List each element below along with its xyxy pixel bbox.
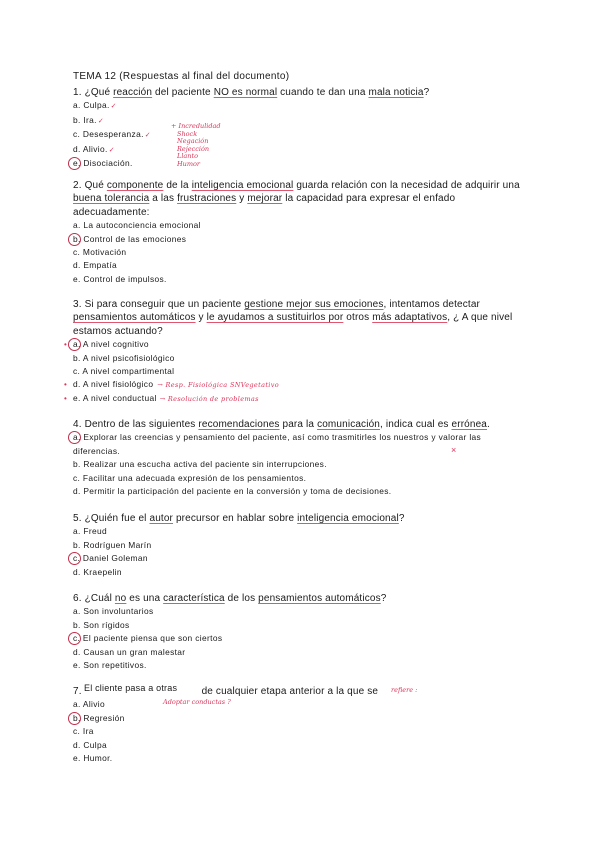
check-icon: ✓	[144, 132, 151, 140]
handwritten-note-q7-right: refiere :	[391, 686, 418, 694]
option-d: • d. A nivel fisiológico → Resp. Fisiológica SNVegetativo	[73, 378, 525, 391]
option-e: • e. A nivel conductual → Resolución de problemas	[73, 392, 525, 405]
option-b: b. Control de las emociones	[73, 233, 525, 246]
question-stem: 4. Dentro de las siguientes recomendaciones para la comunicación, indica cual es errónea.	[73, 419, 490, 430]
question-stem: 5. ¿Quién fue el autor precursor en hablar sobre inteligencia emocional?	[73, 513, 405, 524]
option-b: b. Son rígidos	[73, 619, 130, 630]
option-a: a. Son involuntarios	[73, 606, 154, 617]
option-b: b. Ira.✓	[73, 114, 105, 125]
x-mark-icon: ×	[451, 445, 457, 455]
handwritten-note-q3-d: → Resp. Fisiológica SNVegetativo	[157, 381, 279, 390]
option-b: b. Realizar una escucha activa del paciente sin interrupciones.	[73, 459, 327, 470]
answer-circle	[68, 632, 81, 645]
option-a: a. Alivio	[73, 699, 106, 710]
answer-circle	[68, 712, 81, 725]
option-list	[73, 525, 525, 579]
option-d: d. Kraepelin	[73, 566, 122, 577]
bullet-mark: •	[64, 340, 68, 350]
handwritten-note-q7-below: Adoptar conductas ?	[163, 698, 231, 706]
option-a: • a. A nivel cognitivo	[73, 338, 525, 351]
question-1	[73, 86, 525, 170]
option-e: e. Disociación.	[73, 157, 525, 170]
option-list	[64, 338, 525, 405]
answer-circle	[68, 233, 81, 246]
question-stem: 7. de cualquier etapa anterior a la que se	[73, 686, 379, 697]
option-c: c. El paciente piensa que son ciertos	[73, 632, 525, 645]
question-stem: 2. Qué componente de la inteligencia emocional guarda relación con la necesidad de adquirir una buena tolerancia a las frustraciones y mejorar la capacidad para expresar el enfado adecuadamente:	[73, 180, 520, 218]
option-c: c. Ira	[73, 726, 94, 737]
check-icon: ✓	[110, 103, 117, 111]
option-list	[73, 219, 525, 286]
option-list	[73, 698, 525, 765]
question-stem: 6. ¿Cuál no es una característica de los pensamientos automáticos?	[73, 593, 387, 604]
option-a: a. Culpa.✓	[73, 100, 117, 111]
question-5	[73, 512, 525, 579]
option-d: d. Culpa	[73, 739, 107, 750]
option-c: c. Desesperanza.✓	[73, 129, 151, 140]
option-b: b. Rodríguen Marín	[73, 539, 152, 550]
option-e: e. Son repetitivos.	[73, 660, 147, 671]
page-title: TEMA 12 (Respuestas al final del documento)	[73, 71, 290, 82]
option-d: d. Empatía	[73, 260, 118, 271]
option-d: d. Permitir la participación del paciente en la conversión y toma de decisiones.	[73, 486, 392, 497]
option-e: e. Humor.	[73, 753, 113, 764]
option-c: c. Facilitar una adecuada expresión de los pensamientos.	[73, 472, 307, 483]
option-c: c. Motivación	[73, 247, 127, 258]
option-d: d. Alivio.✓	[73, 143, 115, 154]
handwritten-note-q3-e: → Resolución de problemas	[159, 394, 259, 403]
bullet-mark: •	[64, 380, 68, 390]
option-list	[73, 605, 525, 672]
option-list	[73, 431, 525, 498]
option-a: a. Freud	[73, 526, 107, 537]
question-2	[73, 179, 525, 286]
option-c: c. Daniel Goleman	[73, 552, 525, 565]
bullet-mark: •	[64, 393, 68, 403]
q7-overprint-text: El cliente pasa a otras	[84, 683, 178, 693]
question-3	[64, 298, 525, 405]
question-stem: 1. ¿Qué reacción del paciente NO es normal cuando te dan una mala noticia?	[73, 87, 430, 98]
answer-circle	[68, 552, 81, 565]
option-d: d. Causan un gran malestar	[73, 646, 186, 657]
question-4	[73, 418, 525, 498]
option-a: a. La autoconciencia emocional	[73, 220, 201, 231]
option-a: a. Explorar las creencias y pensamiento del paciente, así como trasmitirles los nuestros y valorar las diferencias.	[73, 431, 525, 458]
answer-circle	[68, 338, 81, 351]
option-e: e. Control de impulsos.	[73, 273, 167, 284]
check-icon: ✓	[108, 146, 115, 154]
option-c: c. A nivel compartimental	[73, 366, 175, 377]
handwritten-note-q1: + Incredulidad Shock Negación Rejección Llanto Humor	[171, 122, 221, 168]
check-icon: ✓	[97, 117, 105, 125]
option-b: b. A nivel psicofisiológico	[73, 352, 175, 363]
option-b: b. Regresión	[73, 712, 525, 725]
question-stem: 3. Si para conseguir que un paciente gestione mejor sus emociones, intentamos detectar pensamientos automáticos y le ayudamos a sustituirlos por otros más adaptativos, ¿ A que nivel estamos actuando?	[73, 299, 513, 337]
question-7	[73, 685, 525, 765]
answer-circle	[68, 157, 81, 170]
question-6	[73, 592, 525, 672]
answer-circle	[68, 431, 81, 444]
option-list	[73, 99, 525, 170]
